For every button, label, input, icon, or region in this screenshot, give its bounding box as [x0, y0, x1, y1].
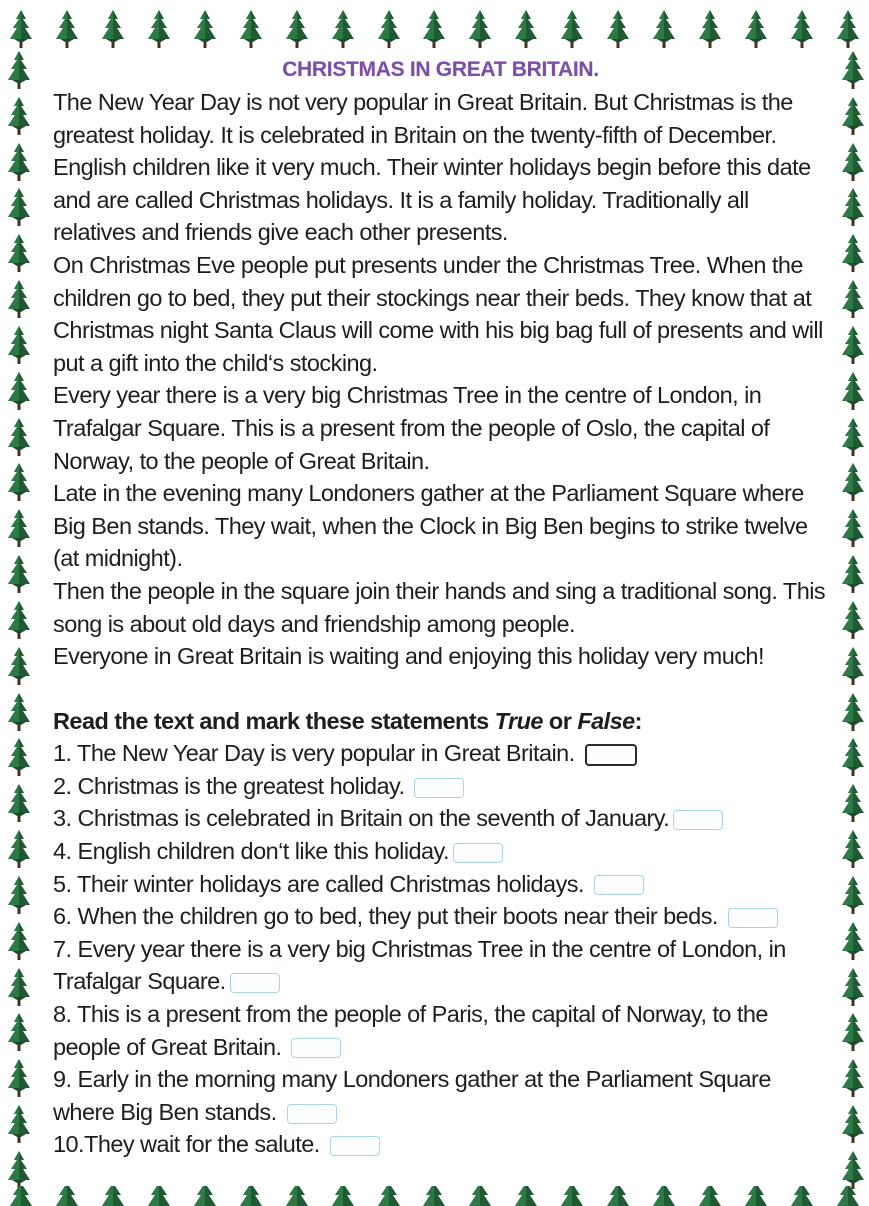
task-instruction [53, 705, 828, 738]
pine-tree-icon [8, 1186, 34, 1206]
pine-tree-icon [6, 325, 32, 365]
pine-tree-icon [6, 233, 32, 273]
pine-tree-icon [840, 692, 866, 732]
pine-tree-icon [6, 508, 32, 548]
pine-tree-icon [330, 9, 356, 49]
answer-box[interactable] [585, 744, 637, 766]
pine-tree-icon [54, 1186, 80, 1206]
pine-tree-icon [840, 371, 866, 411]
pine-tree-icon [835, 1186, 861, 1206]
pine-tree-icon [6, 600, 32, 640]
statement-item [53, 900, 828, 933]
pine-tree-icon [697, 9, 723, 49]
statement-text: 9. Early in the morning many Londoners gather at the Parliament Square where Big Ben stands. [53, 1066, 771, 1125]
answer-box[interactable] [291, 1038, 341, 1058]
pine-tree-icon [840, 783, 866, 823]
statement-list [53, 737, 828, 1161]
statement-text: 2. Christmas is the greatest holiday. [53, 772, 405, 799]
pine-tree-icon [840, 325, 866, 365]
pine-tree-icon [6, 187, 32, 227]
statement-text: 4. English children don‘t like this holiday. [53, 838, 449, 865]
answer-box[interactable] [230, 973, 280, 993]
statement-item [53, 835, 828, 868]
statement-item [53, 998, 828, 1063]
statement-item [53, 1128, 828, 1161]
pine-tree-icon [6, 96, 32, 136]
pine-tree-icon [6, 417, 32, 457]
pine-tree-icon [54, 9, 80, 49]
statement-text: 8. This is a present from the people of Paris, the capital of Norway, to the people of Great Britain. [53, 1001, 768, 1060]
pine-tree-icon [467, 1186, 493, 1206]
pine-tree-icon [743, 1186, 769, 1206]
pine-tree-icon [840, 1012, 866, 1052]
tree-border-top [0, 4, 869, 54]
pine-tree-icon [840, 875, 866, 915]
pine-tree-icon [513, 1186, 539, 1206]
pine-tree-icon [6, 737, 32, 777]
pine-tree-icon [330, 1186, 356, 1206]
tree-border-left [2, 50, 36, 1190]
pine-tree-icon [146, 9, 172, 49]
paragraph: Everyone in Great Britain is waiting and enjoying this holiday very much! [53, 643, 764, 670]
statement-text: 3. Christmas is celebrated in Britain on the seventh of January. [53, 805, 670, 832]
pine-tree-icon [789, 1186, 815, 1206]
pine-tree-icon [840, 462, 866, 502]
pine-tree-icon [840, 187, 866, 227]
statement-text: 6. When the children go to bed, they put their boots near their beds. [53, 903, 718, 930]
pine-tree-icon [840, 737, 866, 777]
pine-tree-icon [840, 1104, 866, 1144]
pine-tree-icon [605, 9, 631, 49]
answer-box[interactable] [594, 875, 644, 895]
tree-border-right [836, 50, 869, 1190]
pine-tree-icon [840, 829, 866, 869]
paragraph: Every year there is a very big Christmas Tree in the centre of London, in Trafalgar Square. This is a present from the people of Oslo, the capital of Norway, to the people of Great Britain. [53, 382, 770, 474]
statement-text: 7. Every year there is a very big Christmas Tree in the centre of London, in Trafalgar Square. [53, 935, 786, 995]
pine-tree-icon [284, 1186, 310, 1206]
pine-tree-icon [6, 967, 32, 1007]
pine-tree-icon [6, 142, 32, 182]
statement-text: 5. Their winter holidays are called Christmas holidays. [53, 870, 584, 897]
pine-tree-icon [743, 9, 769, 49]
pine-tree-icon [840, 142, 866, 182]
statement-item [53, 1063, 828, 1128]
reading-text [53, 86, 828, 673]
paragraph: Then the people in the square join their hands and sing a traditional song. This song is about old days and friendship among people. [53, 577, 826, 637]
pine-tree-icon [6, 50, 32, 90]
pine-tree-icon [376, 9, 402, 49]
pine-tree-icon [840, 508, 866, 548]
pine-tree-icon [840, 96, 866, 136]
pine-tree-icon [238, 1186, 264, 1206]
pine-tree-icon [467, 9, 493, 49]
pine-tree-icon [651, 1186, 677, 1206]
pine-tree-icon [840, 417, 866, 457]
pine-tree-icon [6, 921, 32, 961]
pine-tree-icon [6, 554, 32, 594]
pine-tree-icon [835, 9, 861, 49]
pine-tree-icon [6, 1012, 32, 1052]
pine-tree-icon [6, 829, 32, 869]
pine-tree-icon [100, 9, 126, 49]
pine-tree-icon [6, 1150, 32, 1190]
answer-box[interactable] [414, 778, 464, 798]
answer-box[interactable] [673, 810, 723, 830]
pine-tree-icon [840, 1150, 866, 1190]
statement-item [53, 770, 828, 803]
statement-item [53, 737, 828, 770]
paragraph: Late in the evening many Londoners gather at the Parliament Square where Big Ben stands. They wait, when the Clock in Big Ben begins to strike twelve (at midnight). [53, 480, 808, 572]
pine-tree-icon [421, 1186, 447, 1206]
statement-text: 10.They wait for the salute. [53, 1131, 320, 1158]
pine-tree-icon [6, 371, 32, 411]
pine-tree-icon [697, 1186, 723, 1206]
instruction-suffix: : [634, 707, 642, 734]
pine-tree-icon [559, 9, 585, 49]
answer-box[interactable] [330, 1136, 380, 1156]
pine-tree-icon [6, 646, 32, 686]
pine-tree-icon [840, 646, 866, 686]
pine-tree-icon [559, 1186, 585, 1206]
pine-tree-icon [840, 600, 866, 640]
paragraph: The New Year Day is not very popular in Great Britain. But Christmas is the greatest holiday. It is celebrated in Britain on the twenty-fifth of December. English children like it very much. Their winter holidays begin before this date and are called Christmas holidays. It is a family holiday. Traditionally all relatives and friends give each other presents. [53, 89, 811, 246]
pine-tree-icon [100, 1186, 126, 1206]
pine-tree-icon [146, 1186, 172, 1206]
pine-tree-icon [6, 875, 32, 915]
statement-item [53, 933, 828, 998]
pine-tree-icon [192, 1186, 218, 1206]
pine-tree-icon [605, 1186, 631, 1206]
answer-box[interactable] [453, 843, 503, 863]
pine-tree-icon [840, 233, 866, 273]
pine-tree-icon [840, 554, 866, 594]
pine-tree-icon [6, 783, 32, 823]
statement-text: 1. The New Year Day is very popular in Great Britain. [53, 740, 575, 767]
pine-tree-icon [238, 9, 264, 49]
paragraph: On Christmas Eve people put presents under the Christmas Tree. When the children go to bed, they put their stockings near their beds. They know that at Christmas night Santa Claus will come with his big bag full of presents and will put a gift into the child‘s stocking. [53, 251, 823, 376]
pine-tree-icon [192, 9, 218, 49]
pine-tree-icon [8, 9, 34, 49]
or-word: or [542, 707, 578, 734]
pine-tree-icon [6, 692, 32, 732]
pine-tree-icon [376, 1186, 402, 1206]
pine-tree-icon [6, 279, 32, 319]
pine-tree-icon [840, 279, 866, 319]
pine-tree-icon [651, 9, 677, 49]
pine-tree-icon [840, 1058, 866, 1098]
pine-tree-icon [421, 9, 447, 49]
pine-tree-icon [840, 967, 866, 1007]
answer-box[interactable] [287, 1104, 337, 1124]
pine-tree-icon [6, 1104, 32, 1144]
pine-tree-icon [284, 9, 310, 49]
pine-tree-icon [840, 50, 866, 90]
pine-tree-icon [6, 1058, 32, 1098]
instruction-prefix: Read the text and mark these statements [53, 707, 495, 734]
pine-tree-icon [789, 9, 815, 49]
statement-item [53, 802, 828, 835]
statement-item [53, 868, 828, 901]
false-word: False [577, 707, 635, 734]
answer-box[interactable] [728, 908, 778, 928]
tree-border-bottom [0, 1186, 869, 1206]
pine-tree-icon [840, 921, 866, 961]
worksheet-content [53, 58, 828, 1161]
pine-tree-icon [513, 9, 539, 49]
true-word: True [494, 707, 543, 734]
pine-tree-icon [6, 462, 32, 502]
page-title: CHRISTMAS IN GREAT BRITAIN. [282, 58, 599, 81]
